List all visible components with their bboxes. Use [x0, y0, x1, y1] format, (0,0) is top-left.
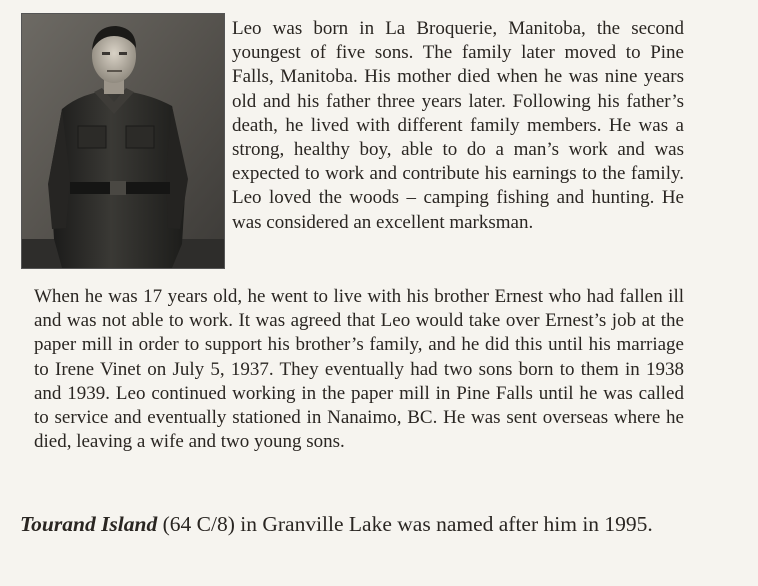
biography-paragraph-1: Leo was born in La Broquerie, Manitoba, the second youngest of five sons. The family later moved to Pine Falls, Manitoba. His mother died when he was nine years old and his father three years later. Following his father’s death, he lived with different family members. He was a strong, healthy boy, able to do a man’s work and was expected to work and contribute his earnings to the family. Leo loved the woods – camping fishing and hunting. He was considered an excellent marksman. — [232, 18, 684, 233]
place-name: Tourand Island — [20, 512, 158, 536]
naming-note — [20, 510, 710, 538]
soldier-portrait-image — [22, 14, 224, 268]
biography-paragraph-2: When he was 17 years old, he went to live with his brother Ernest who had fallen ill and was not able to work. It was agreed that Leo would take over Ernest’s job at the paper mill in order to support his brother’s family, and he did this until his marriage to Irene Vinet on July 5, 1937. They eventually had two sons born to them in 1938 and 1939. Leo continued working in the paper mill in Pine Falls until he was called to service and eventually stationed in Nanaimo, BC. He was sent overseas where he died, leaving a wife and two young sons. — [34, 286, 684, 453]
naming-note-text: (64 C/8) in Granville Lake was named after him in 1995. — [157, 512, 653, 536]
portrait-photo — [21, 13, 225, 269]
